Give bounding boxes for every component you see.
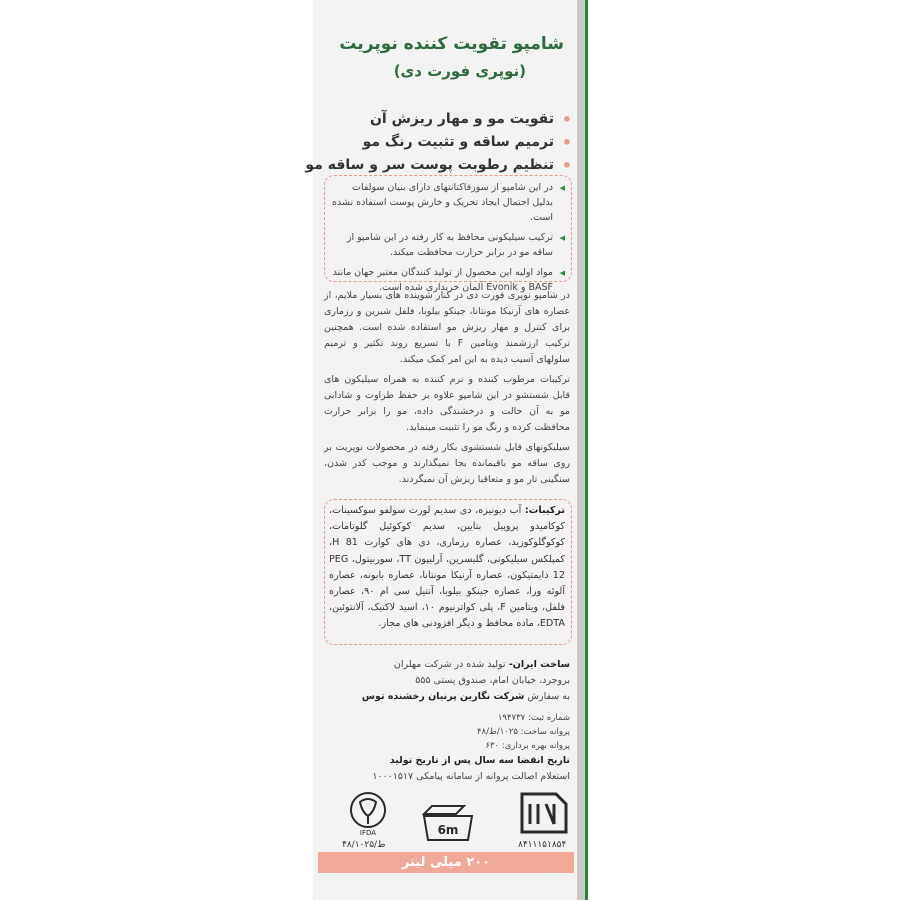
- authenticity-note: استعلام اصالت پروانه از سامانه پیامکی ۱۰۰۰۱۵۱۷: [372, 771, 570, 782]
- ifda-seal-icon: [338, 788, 398, 838]
- ifda-text: IFDA: [359, 829, 377, 837]
- green-edge-stripe: [585, 0, 588, 900]
- notes-box: [324, 175, 572, 293]
- order-company: شرکت نگارین پرنیان رخشنده توس: [361, 691, 525, 702]
- description-paragraph: سیلیکونهای قابل شستشوی بکار رفته در محصولات نوپریت بر روی ساقه مو باقیمانده بجا نمیگذارند و موجب کدر شدن، سنگینی تار مو و متعاقبا ریزش آن نمیگردند.: [324, 442, 570, 485]
- ingredients-text: آب دیونیزه، دی سدیم لورت سولفو سوکسینات، کوکامیدو پروپیل بتایین، سدیم کوکوئیل گلوتامات، کوکوگلوکوزید، عصاره رزماری، دی های کوارت 81 H، کمپلکس سیلیکونی، گلیسرین، آرلیپون TT، سوربیتول، PEG 12 دایمتیکون، عصاره آرنیکا مونتانا، عصاره بابونه، عصاره آلوئه ورا، عصاره جینکو بیلوبا، آنتیل سی ام ۹۰، عصاره فلفل، ویتامین F، پلی کواترنیوم ۱۰، اسید لاکتیک، آلانتوئین، EDTA، ماده محافظ و دیگر افزودنی های مجاز.: [329, 505, 566, 630]
- description-paragraph: در شامپو نوپری فورت دی در کنار شوینده های بسیار ملایم، از عصاره های آرنیکا مونتانا، جینکو بیلوبا، فلفل شیرین و رزماری برای کنترل و مهار ریزش مو استفاده شده است. همچنین ترکیب ارزشمند ویتامین F با تسریع روند تکثیر و ترمیم سلولهای آسیب دیده به این امر کمک میکند.: [324, 290, 571, 365]
- pao-jar-icon: [418, 804, 478, 844]
- pao-text: 6m: [437, 823, 459, 837]
- standard-logo-icon: [518, 788, 570, 838]
- usage-license: پروانه بهره برداری: ۶۳۰: [485, 741, 570, 751]
- barcode-number: ۸۴۱۱۱۵۱۸۵۴: [518, 840, 567, 850]
- note-item: ◀ در این شامپو از سورفاکتانتهای دارای بنیان سولفات بدلیل احتمال ایجاد تحریک و خارش پوست استفاده نشده است.: [329, 180, 565, 225]
- volume-text: ۲۰۰ میلی لیتر: [401, 855, 491, 870]
- order-prefix: به سفارش: [524, 691, 570, 702]
- made-in: ساخت ایران-: [505, 659, 570, 670]
- note-item: ◀ ترکیب سیلیکونی محافظ به کار رفته در این شامپو از ساقه مو در برابر حرارت محافظت میکند.: [329, 230, 565, 260]
- expiry-note: تاریخ انقضا سه سال پس از تاریخ تولید: [389, 755, 570, 766]
- feature-item: • تقویت مو و مهار ریزش آن: [318, 108, 574, 131]
- feature-list: [305, 108, 574, 177]
- fda-code: ۴۸/ط/۱۰۲۵: [342, 840, 386, 850]
- feature-item: • ترمیم ساقه و تثبیت رنگ مو: [318, 131, 574, 154]
- description-paragraph: ترکیبات مرطوب کننده و نرم کننده به همراه سیلیکون های قابل شستشو در این شامپو علاوه بر حفظ طراوت و شادابی مو به آن حالت و درخشندگی داده، مو را برابر حرارت محافظت کرده و رنگ مو را تثبیت مینماید.: [324, 374, 570, 433]
- address: بروجرد، خیابان امام، صندوق پستی ۵۵۵: [415, 675, 570, 686]
- volume-bar: [318, 852, 574, 873]
- produced-by: تولید شده در شرکت مهلران: [393, 659, 506, 670]
- package-side-edge: [577, 0, 585, 900]
- registration-number: شماره ثبت: ۱۹۴۷۳۷: [497, 713, 570, 723]
- label-content: [305, 0, 574, 900]
- product-subtitle: (نوپری فورت دی): [393, 62, 526, 80]
- production-license: پروانه ساخت: ۱۰۲۵/ط/۴۸: [476, 727, 570, 737]
- manufacturer-info: [324, 657, 570, 785]
- logos-row: [318, 786, 574, 856]
- ingredients-label: ترکیبات:: [524, 505, 565, 516]
- note-item: ◀ مواد اولیه این محصول از تولید کنندگان معتبر جهان مانند BASF و Evonik آلمان خریداری شده است.: [329, 265, 565, 295]
- product-title: شامپو تقویت کننده نوپریت: [339, 34, 564, 54]
- description: [324, 288, 570, 492]
- ingredients-box: [324, 499, 572, 645]
- feature-item: • تنظیم رطوبت پوست سر و ساقه مو: [318, 154, 574, 177]
